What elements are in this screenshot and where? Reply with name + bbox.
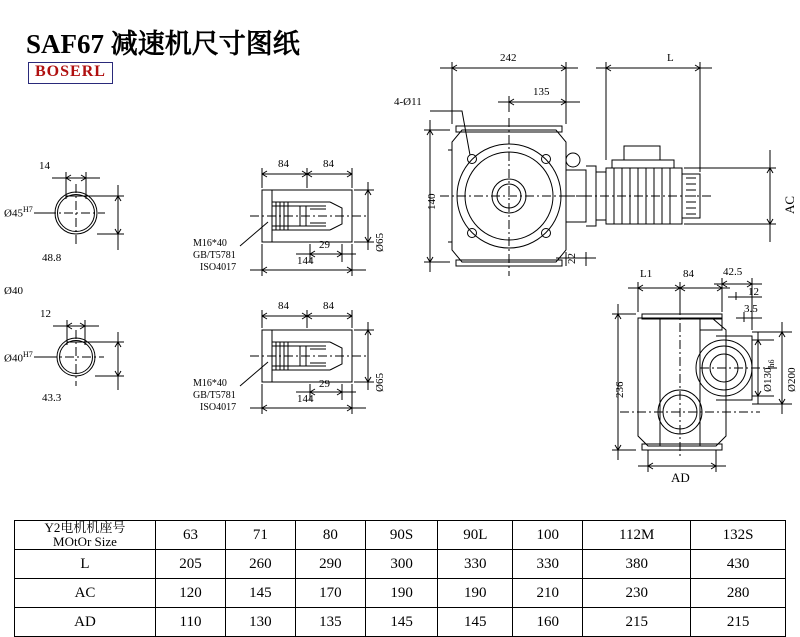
page-title: SAF67 减速机尺寸图纸 [26, 29, 300, 59]
table-cell: 290 [295, 550, 365, 579]
label-bore-top-value: Ø45 [4, 207, 23, 220]
table-cell: 145 [365, 608, 437, 637]
label-144-bottom: 144 [297, 393, 314, 405]
table-row-label: AD [15, 608, 156, 637]
table-header-size: 71 [225, 521, 295, 550]
table-header-size: 100 [513, 521, 583, 550]
label-dia130 [762, 360, 776, 392]
table-row-label: L [15, 550, 156, 579]
label-84-side: 84 [683, 268, 694, 280]
label-bore-top [4, 205, 33, 220]
table-header-size: 90L [438, 521, 513, 550]
label-bore-bottom-value: Ø40 [4, 352, 23, 365]
table-cell: 190 [365, 579, 437, 608]
label-dia130-value: Ø130 [762, 367, 774, 392]
label-L1: L1 [640, 268, 653, 280]
table-header-size: 63 [156, 521, 226, 550]
spec-table [14, 520, 786, 637]
label-bolt-std-bottom: GB/T5781 [193, 390, 236, 401]
label-236: 236 [614, 381, 626, 398]
label-135: 135 [533, 86, 550, 98]
label-bolt-iso-top: ISO4017 [200, 262, 237, 273]
table-cell: 430 [691, 550, 786, 579]
label-84-a-top: 84 [278, 158, 289, 170]
label-29-bottom: 29 [319, 378, 330, 390]
table-row-label: AC [15, 579, 156, 608]
label-bore-plain: Ø40 [4, 285, 23, 297]
label-bolt-iso-bottom: ISO4017 [200, 402, 237, 413]
table-cell: 230 [583, 579, 691, 608]
table-cell: 300 [365, 550, 437, 579]
table-cell: 190 [438, 579, 513, 608]
table-header-size: 90S [365, 521, 437, 550]
label-22: 22 [566, 253, 578, 264]
label-dia65-top: Ø65 [374, 233, 386, 252]
table-cell: 215 [691, 608, 786, 637]
table-row [15, 608, 786, 637]
table-cell: 170 [295, 579, 365, 608]
label-144-top: 144 [297, 255, 314, 267]
label-dia65-bottom: Ø65 [374, 373, 386, 392]
label-140: 140 [426, 193, 438, 210]
table-header-size: 80 [295, 521, 365, 550]
label-84-b-top: 84 [323, 158, 334, 170]
label-4-dia11: 4-Ø11 [394, 96, 422, 108]
label-L: L [667, 52, 674, 64]
label-key-width-top: 14 [39, 160, 50, 172]
label-key-width-bottom: 12 [40, 308, 51, 320]
table-cell: 205 [156, 550, 226, 579]
table-cell: 120 [156, 579, 226, 608]
label-42-5: 42.5 [723, 266, 743, 278]
label-84-b-bottom: 84 [323, 300, 334, 312]
label-84-a-bottom: 84 [278, 300, 289, 312]
table-cell: 130 [225, 608, 295, 637]
table-cell: 260 [225, 550, 295, 579]
table-cell: 215 [583, 608, 691, 637]
label-3-5: 3.5 [744, 303, 758, 315]
label-bore-bottom-fit: H7 [22, 350, 33, 359]
table-cell: 135 [295, 608, 365, 637]
label-dia200: Ø200 [786, 367, 798, 392]
table-header-size: 112M [583, 521, 691, 550]
spec-table-body [15, 521, 786, 637]
label-AD: AD [671, 470, 690, 485]
label-dia130-fit: h6 [767, 359, 777, 368]
table-row [15, 579, 786, 608]
label-bolt-spec-bottom: M16*40 [193, 378, 227, 389]
table-cell: 330 [513, 550, 583, 579]
table-header-size: 132S [691, 521, 786, 550]
table-cell: 160 [513, 608, 583, 637]
table-header-label [15, 521, 156, 550]
table-cell: 380 [583, 550, 691, 579]
label-bolt-std-top: GB/T5781 [193, 250, 236, 261]
label-242: 242 [500, 52, 517, 64]
table-header-row [15, 521, 786, 550]
table-header-label-line2: MOtOr Size [53, 534, 117, 549]
table-header-label-line1: Y2电机机座号 [44, 520, 126, 536]
table-cell: 145 [225, 579, 295, 608]
table-cell: 280 [691, 579, 786, 608]
brand-logo: BOSERL [28, 62, 113, 84]
table-cell: 145 [438, 608, 513, 637]
table-cell: 110 [156, 608, 226, 637]
label-key-depth-top: 48.8 [42, 252, 62, 264]
label-bore-bottom [4, 350, 33, 365]
label-bore-top-fit: H7 [22, 205, 33, 214]
table-cell: 330 [438, 550, 513, 579]
table-cell: 210 [513, 579, 583, 608]
label-12: 12 [748, 286, 759, 298]
label-AC: AC [782, 195, 797, 214]
label-bolt-spec-top: M16*40 [193, 238, 227, 249]
label-29-top: 29 [319, 239, 330, 251]
label-key-depth-bottom: 43.3 [42, 392, 62, 404]
table-row [15, 550, 786, 579]
